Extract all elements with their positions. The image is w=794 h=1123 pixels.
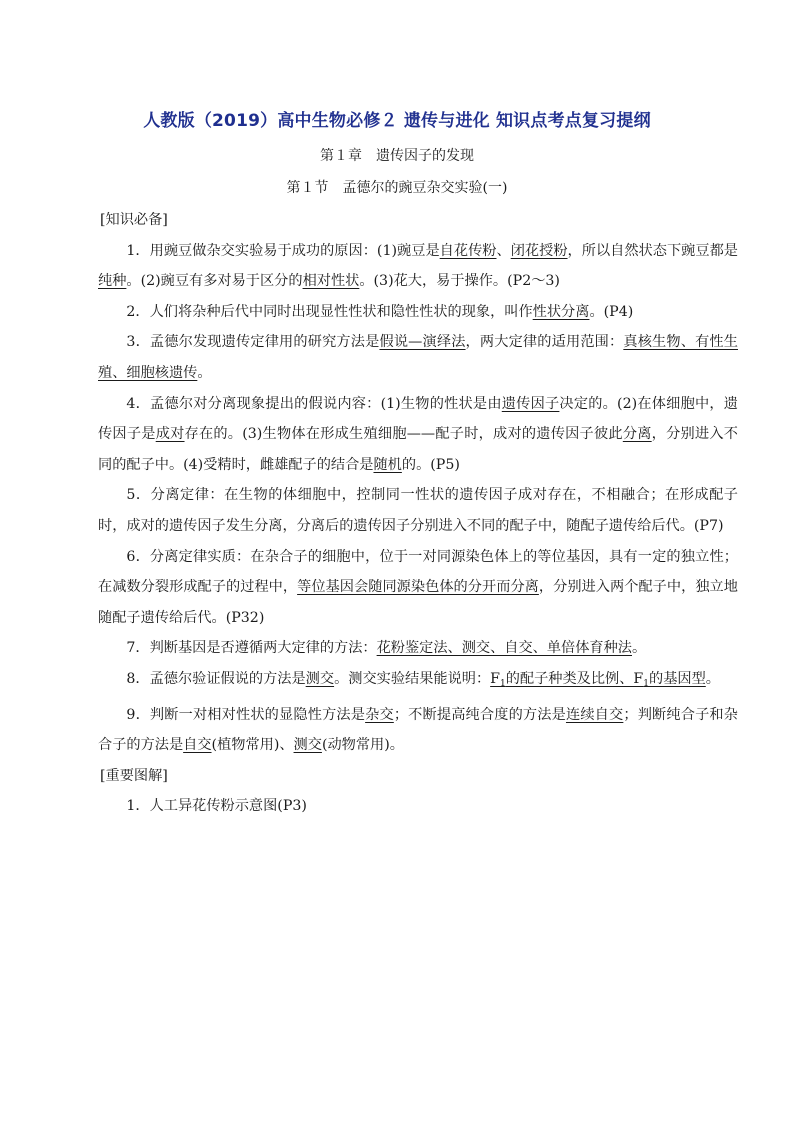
underlined-term: 自花传粉 (439, 242, 497, 259)
underlined-term: 测交 (293, 737, 322, 754)
paragraph-2 (98, 297, 738, 328)
text: 的基因型 (649, 670, 706, 687)
text: 存在的。(3)生物体在形成生殖细胞——配子时，成对的遗传因子彼此 (184, 426, 623, 443)
text: (植物常用)、 (211, 737, 294, 754)
underlined-term: 纯种 (98, 273, 127, 290)
subscript: 1 (500, 678, 506, 689)
text: ，所以自然状态下豌豆都是 (567, 242, 738, 259)
text: F (490, 670, 500, 687)
text: 1．用豌豆做杂交实验易于成功的原因：(1)豌豆是 (126, 242, 440, 259)
text: 决定的。(2)在体细胞中，遗传因子是 (98, 395, 738, 443)
chapter-heading: 第１章 遗传因子的发现 (320, 148, 474, 164)
text: ；不断提高纯合度的方法是 (393, 706, 566, 723)
text: 。(P4) (589, 303, 634, 320)
underlined-term: 随机 (373, 456, 402, 473)
text: 8．孟德尔验证假说的方法是 (126, 670, 306, 687)
paragraph-7 (98, 633, 738, 664)
paragraph-5 (98, 480, 738, 541)
document-title: 人教版（2019）高中生物必修２ 遗传与进化 知识点考点复习提纲 (143, 111, 651, 131)
underlined-term (490, 671, 706, 687)
paragraph-9 (98, 700, 738, 761)
text: 的配子种类及比例、F (505, 670, 644, 687)
underlined-term: 遗传因子 (501, 395, 560, 412)
paragraph-6 (98, 542, 738, 634)
paragraph-4 (98, 389, 738, 481)
text: 6．分离定律实质：在杂合子的细胞中，位于一对同源染色体上的等位基因，具有一定的独立性；在减数分裂形成配子的过程中， (98, 548, 738, 596)
text: 4．孟德尔对分离现象提出的假说内容：(1)生物的性状是由 (126, 395, 502, 412)
paragraph-1 (98, 236, 738, 297)
underlined-term: 自交 (183, 737, 212, 754)
text: 。(2)豌豆有多对易于区分的 (126, 273, 303, 290)
figures-label: [重要图解] (100, 767, 168, 784)
section-heading: 第１节 孟德尔的豌豆杂交实验(一) (286, 180, 508, 196)
text: 3．孟德尔发现遗传定律用的研究方法是 (126, 334, 380, 351)
text: 9．判断一对相对性状的显隐性方法是 (126, 706, 366, 723)
text: 2．人们将杂种后代中同时出现显性性状和隐性性状的现象，叫作 (126, 303, 533, 320)
underlined-term: 成对 (155, 426, 185, 443)
text: 的。(P5) (401, 456, 460, 473)
underlined-term: 杂交 (365, 706, 394, 723)
subscript: 1 (643, 678, 650, 689)
text: ，两大定律的适用范围： (465, 334, 624, 351)
text: 1．人工异花传粉示意图(P3) (126, 798, 307, 815)
text: ，分别进入两个配子中，独立地随配子遗传给后代。(P32) (98, 579, 738, 626)
underlined-term: 性状分离 (532, 303, 590, 320)
paragraph-8 (98, 664, 738, 700)
text: 。测交实验结果能说明： (334, 670, 491, 687)
text: 、 (496, 242, 511, 259)
text: ，分别进入不同的配子中。(4)受精时，雌雄配子的结合是 (98, 426, 738, 473)
paragraph-3 (98, 327, 738, 388)
underlined-term: 相对性状 (302, 273, 360, 290)
text: 。(3)花大，易于操作。(P2～3) (359, 273, 560, 290)
underlined-term: 等位基因会随同源染色体的分开而分离 (297, 579, 539, 596)
document-body (98, 205, 738, 822)
text: 。 (705, 670, 720, 687)
text: 。 (197, 364, 212, 381)
underlined-term: 闭花授粉 (510, 242, 568, 259)
text: 。 (632, 640, 647, 657)
underlined-term: 花粉鉴定法、测交、自交、单倍体育种法 (376, 640, 632, 657)
text: 5．分离定律：在生物的体细胞中，控制同一性状的遗传因子成对存在，不相融合；在形成配子时，成对的遗传因子发生分离，分离后的遗传因子分别进入不同的配子中，随配子遗传给后代。(P7) (98, 487, 738, 534)
figure-item-1 (98, 791, 738, 822)
text: 7．判断基因是否遵循两大定律的方法： (126, 640, 377, 657)
underlined-term: 连续自交 (565, 706, 624, 723)
underlined-term: 真核生物、有性生殖、细胞核遗传 (98, 334, 738, 381)
text: (动物常用)。 (321, 737, 404, 754)
text: ；判断纯合子和杂合子的方法是 (98, 706, 738, 754)
knowledge-label: [知识必备] (100, 212, 168, 228)
underlined-term: 测交 (305, 670, 335, 687)
underlined-term: 假说—演绎法 (379, 334, 466, 351)
underlined-term: 分离 (622, 426, 652, 443)
